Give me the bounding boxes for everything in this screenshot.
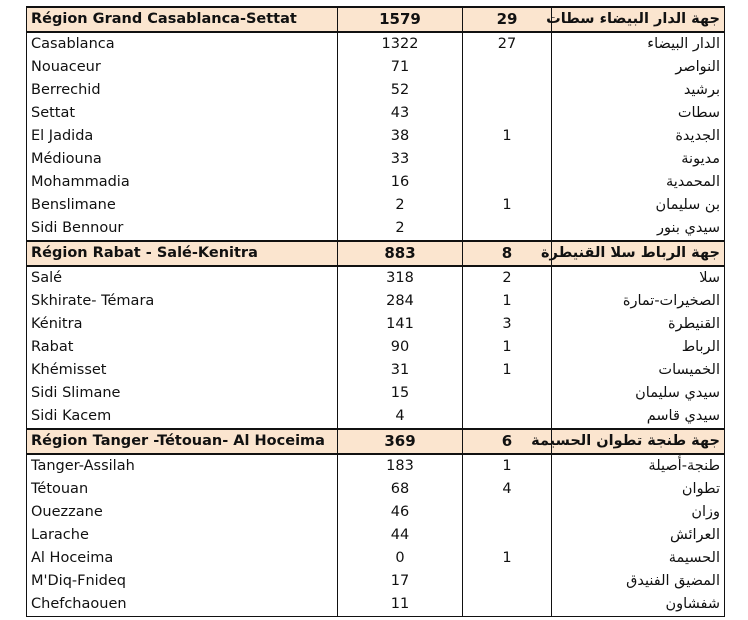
city-name-fr: Chefchaouen (27, 593, 338, 617)
table-row (27, 266, 725, 290)
city-deaths (463, 171, 552, 194)
table-row (27, 290, 725, 313)
city-deaths (463, 148, 552, 171)
city-cases: 2 (338, 217, 463, 241)
table-row (27, 593, 725, 617)
region-header-row (27, 241, 725, 266)
table-row (27, 125, 725, 148)
city-name-ar: الخميسات (552, 359, 725, 382)
region-deaths: 6 (463, 429, 552, 454)
city-name-ar: طنجة-أصيلة (552, 454, 725, 478)
city-name-fr: Larache (27, 524, 338, 547)
city-name-ar: بن سليمان (552, 194, 725, 217)
city-name-fr: Sidi Kacem (27, 405, 338, 429)
city-deaths (463, 382, 552, 405)
city-name-ar: سطات (552, 102, 725, 125)
table-row (27, 359, 725, 382)
city-name-ar: سلا (552, 266, 725, 290)
city-cases: 33 (338, 148, 463, 171)
city-cases: 1322 (338, 32, 463, 56)
city-name-ar: سيدي سليمان (552, 382, 725, 405)
city-deaths: 1 (463, 194, 552, 217)
region-cases: 883 (338, 241, 463, 266)
city-name-fr: Tanger-Assilah (27, 454, 338, 478)
city-deaths (463, 217, 552, 241)
city-deaths: 1 (463, 336, 552, 359)
city-cases: 90 (338, 336, 463, 359)
city-name-ar: وزان (552, 501, 725, 524)
city-name-ar: شفشاون (552, 593, 725, 617)
table-row (27, 217, 725, 241)
city-deaths (463, 570, 552, 593)
region-deaths: 29 (463, 7, 552, 32)
table-row (27, 405, 725, 429)
region-name-fr: Région Grand Casablanca-Settat (27, 7, 338, 32)
city-name-fr: Berrechid (27, 79, 338, 102)
table-body (27, 7, 725, 617)
city-cases: 44 (338, 524, 463, 547)
city-name-ar: الحسيمة (552, 547, 725, 570)
city-deaths: 4 (463, 478, 552, 501)
city-name-fr: Benslimane (27, 194, 338, 217)
city-name-ar: سيدي بنور (552, 217, 725, 241)
city-cases: 15 (338, 382, 463, 405)
city-name-fr: Mohammadia (27, 171, 338, 194)
city-deaths (463, 524, 552, 547)
city-deaths: 3 (463, 313, 552, 336)
city-name-fr: Ouezzane (27, 501, 338, 524)
city-name-fr: Nouaceur (27, 56, 338, 79)
city-deaths: 1 (463, 290, 552, 313)
table-row (27, 478, 725, 501)
table-row (27, 313, 725, 336)
city-cases: 284 (338, 290, 463, 313)
city-name-ar: مديونة (552, 148, 725, 171)
city-deaths (463, 56, 552, 79)
city-name-ar: الجديدة (552, 125, 725, 148)
table-row (27, 524, 725, 547)
regional-cases-table (26, 6, 725, 617)
city-cases: 0 (338, 547, 463, 570)
table-row (27, 148, 725, 171)
table-row (27, 32, 725, 56)
city-name-fr: Settat (27, 102, 338, 125)
table-row (27, 547, 725, 570)
city-name-ar: المضيق الفنيدق (552, 570, 725, 593)
city-name-fr: Sidi Slimane (27, 382, 338, 405)
city-name-fr: Rabat (27, 336, 338, 359)
city-deaths: 1 (463, 454, 552, 478)
region-cases: 369 (338, 429, 463, 454)
city-cases: 4 (338, 405, 463, 429)
city-cases: 141 (338, 313, 463, 336)
city-name-fr: El Jadida (27, 125, 338, 148)
table-row (27, 102, 725, 125)
city-name-ar: الرباط (552, 336, 725, 359)
city-cases: 31 (338, 359, 463, 382)
city-cases: 2 (338, 194, 463, 217)
city-cases: 68 (338, 478, 463, 501)
city-name-ar: النواصر (552, 56, 725, 79)
region-name-ar: جهة الدار البيضاء سطات (552, 7, 725, 32)
city-name-fr: Casablanca (27, 32, 338, 56)
city-deaths: 27 (463, 32, 552, 56)
city-name-ar: تطوان (552, 478, 725, 501)
city-deaths (463, 405, 552, 429)
city-cases: 318 (338, 266, 463, 290)
city-name-ar: سيدي قاسم (552, 405, 725, 429)
city-deaths (463, 102, 552, 125)
city-name-ar: الصخيرات-تمارة (552, 290, 725, 313)
city-cases: 43 (338, 102, 463, 125)
table-row (27, 570, 725, 593)
city-name-ar: برشيد (552, 79, 725, 102)
table-row (27, 454, 725, 478)
city-name-fr: Skhirate- Témara (27, 290, 338, 313)
city-deaths: 1 (463, 359, 552, 382)
table-row (27, 336, 725, 359)
city-name-fr: Kénitra (27, 313, 338, 336)
city-deaths (463, 79, 552, 102)
city-cases: 52 (338, 79, 463, 102)
city-name-fr: Tétouan (27, 478, 338, 501)
city-cases: 38 (338, 125, 463, 148)
table-row (27, 382, 725, 405)
region-name-ar: جهة الرباط سلا القنيطرة (552, 241, 725, 266)
city-name-ar: المحمدية (552, 171, 725, 194)
city-cases: 11 (338, 593, 463, 617)
city-deaths: 1 (463, 547, 552, 570)
region-cases: 1579 (338, 7, 463, 32)
region-name-fr: Région Rabat - Salé-Kenitra (27, 241, 338, 266)
city-name-ar: الدار البيضاء (552, 32, 725, 56)
city-cases: 71 (338, 56, 463, 79)
city-cases: 183 (338, 454, 463, 478)
table-row (27, 194, 725, 217)
city-cases: 16 (338, 171, 463, 194)
city-name-fr: M'Diq-Fnideq (27, 570, 338, 593)
region-header-row (27, 429, 725, 454)
city-deaths: 2 (463, 266, 552, 290)
city-name-ar: القنيطرة (552, 313, 725, 336)
region-deaths: 8 (463, 241, 552, 266)
city-deaths (463, 501, 552, 524)
city-name-fr: Sidi Bennour (27, 217, 338, 241)
city-cases: 46 (338, 501, 463, 524)
table-row (27, 56, 725, 79)
table-row (27, 501, 725, 524)
city-name-fr: Khémisset (27, 359, 338, 382)
table-row (27, 171, 725, 194)
city-name-fr: Salé (27, 266, 338, 290)
region-header-row (27, 7, 725, 32)
region-name-ar: جهة طنجة تطوان الحسيمة (552, 429, 725, 454)
city-deaths: 1 (463, 125, 552, 148)
city-cases: 17 (338, 570, 463, 593)
table-row (27, 79, 725, 102)
city-name-fr: Médiouna (27, 148, 338, 171)
city-deaths (463, 593, 552, 617)
city-name-ar: العرائش (552, 524, 725, 547)
city-name-fr: Al Hoceima (27, 547, 338, 570)
region-name-fr: Région Tanger -Tétouan- Al Hoceima (27, 429, 338, 454)
